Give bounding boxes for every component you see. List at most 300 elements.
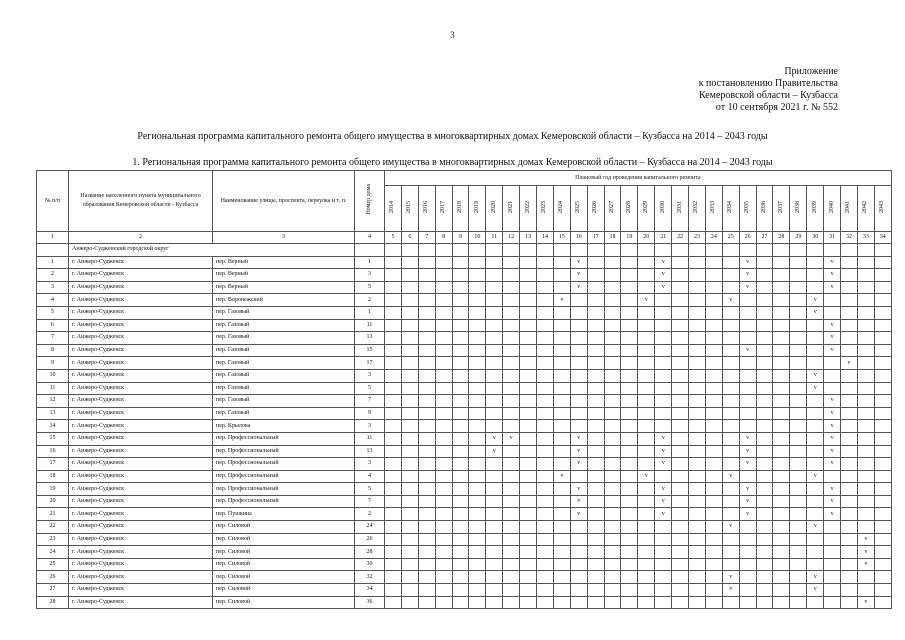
year-cell bbox=[807, 269, 824, 282]
year-cell bbox=[503, 584, 520, 597]
year-cell bbox=[520, 344, 537, 357]
year-cell bbox=[520, 533, 537, 546]
year-cell bbox=[790, 558, 807, 571]
settlement-name: г. Анжеро-Судженск bbox=[69, 432, 213, 445]
year-cell bbox=[503, 483, 520, 496]
year-cell bbox=[621, 256, 638, 269]
year-label: 2025 bbox=[575, 200, 582, 213]
year-cell bbox=[773, 495, 790, 508]
year-cell bbox=[401, 395, 418, 408]
year-cell bbox=[807, 470, 824, 483]
year-cell bbox=[807, 369, 824, 382]
year-cell bbox=[841, 407, 858, 420]
table-row bbox=[37, 483, 892, 496]
year-cell bbox=[486, 395, 503, 408]
year-cell bbox=[537, 546, 554, 559]
column-number: 20 bbox=[638, 232, 655, 244]
year-cell bbox=[587, 533, 604, 546]
year-cell bbox=[570, 596, 587, 609]
year-cell bbox=[520, 432, 537, 445]
year-cell bbox=[503, 306, 520, 319]
year-cell bbox=[503, 495, 520, 508]
year-cell bbox=[824, 407, 841, 420]
year-header bbox=[570, 186, 587, 232]
year-header bbox=[857, 186, 874, 232]
year-cell bbox=[722, 382, 739, 395]
year-cell bbox=[655, 319, 672, 332]
header-house-label: Номер дома bbox=[366, 183, 372, 215]
year-cell bbox=[874, 294, 891, 307]
year-cell bbox=[587, 596, 604, 609]
table-row bbox=[37, 596, 892, 609]
year-cell bbox=[469, 319, 486, 332]
house-number: 3 bbox=[355, 458, 385, 471]
column-number: 29 bbox=[790, 232, 807, 244]
year-cell bbox=[418, 344, 435, 357]
year-cell bbox=[722, 521, 739, 534]
year-cell bbox=[537, 508, 554, 521]
year-cell bbox=[756, 546, 773, 559]
year-cell bbox=[469, 546, 486, 559]
row-number: 6 bbox=[37, 319, 69, 332]
year-cell bbox=[537, 319, 554, 332]
year-cell bbox=[638, 432, 655, 445]
year-cell bbox=[520, 596, 537, 609]
street-name: пер. Газовый bbox=[213, 407, 355, 420]
year-cell bbox=[553, 508, 570, 521]
year-label: 2016 bbox=[423, 200, 430, 213]
year-cell bbox=[486, 407, 503, 420]
year-cell bbox=[418, 533, 435, 546]
year-cell bbox=[756, 306, 773, 319]
year-cell bbox=[773, 533, 790, 546]
column-number: 32 bbox=[841, 232, 858, 244]
year-cell bbox=[790, 319, 807, 332]
year-cell bbox=[570, 483, 587, 496]
planned-mark: v bbox=[813, 523, 817, 530]
house-number: 13 bbox=[355, 445, 385, 458]
planned-mark: v bbox=[864, 561, 868, 568]
year-cell bbox=[469, 395, 486, 408]
year-cell bbox=[553, 533, 570, 546]
year-cell bbox=[621, 558, 638, 571]
house-number: 5 bbox=[355, 483, 385, 496]
year-cell bbox=[841, 395, 858, 408]
year-label: 2014 bbox=[389, 200, 396, 213]
year-cell bbox=[486, 432, 503, 445]
year-label: 2030 bbox=[659, 200, 666, 213]
year-cell bbox=[756, 369, 773, 382]
year-cell bbox=[841, 495, 858, 508]
year-cell bbox=[841, 470, 858, 483]
table-row bbox=[37, 546, 892, 559]
year-cell bbox=[520, 571, 537, 584]
year-cell bbox=[553, 332, 570, 345]
year-cell bbox=[418, 558, 435, 571]
year-cell bbox=[587, 495, 604, 508]
year-cell bbox=[638, 420, 655, 433]
year-cell bbox=[553, 357, 570, 370]
settlement-name: г. Анжеро-Судженск bbox=[69, 382, 213, 395]
year-cell bbox=[739, 533, 756, 546]
year-cell bbox=[689, 508, 706, 521]
year-cell bbox=[469, 407, 486, 420]
year-cell bbox=[604, 269, 621, 282]
year-cell bbox=[570, 244, 587, 257]
year-cell bbox=[790, 420, 807, 433]
year-cell bbox=[537, 470, 554, 483]
year-cell bbox=[587, 269, 604, 282]
row-number: 25 bbox=[37, 558, 69, 571]
year-cell bbox=[739, 458, 756, 471]
year-cell bbox=[503, 395, 520, 408]
year-cell bbox=[773, 357, 790, 370]
year-cell bbox=[587, 319, 604, 332]
year-cell bbox=[435, 344, 452, 357]
row-number: 24 bbox=[37, 546, 69, 559]
planned-mark: v bbox=[729, 586, 733, 593]
row-number: 9 bbox=[37, 357, 69, 370]
year-cell bbox=[537, 369, 554, 382]
year-cell bbox=[553, 546, 570, 559]
year-cell bbox=[874, 546, 891, 559]
year-cell bbox=[537, 533, 554, 546]
year-cell bbox=[722, 495, 739, 508]
planned-mark: v bbox=[661, 271, 665, 278]
year-cell bbox=[638, 546, 655, 559]
year-cell bbox=[385, 382, 402, 395]
year-cell bbox=[756, 558, 773, 571]
year-cell bbox=[874, 508, 891, 521]
year-cell bbox=[452, 445, 469, 458]
year-cell bbox=[824, 533, 841, 546]
planned-mark: v bbox=[830, 410, 834, 417]
year-cell bbox=[705, 281, 722, 294]
year-cell bbox=[418, 382, 435, 395]
year-cell bbox=[587, 395, 604, 408]
year-cell bbox=[503, 281, 520, 294]
year-cell bbox=[638, 407, 655, 420]
year-cell bbox=[385, 558, 402, 571]
year-cell bbox=[418, 420, 435, 433]
year-cell bbox=[739, 483, 756, 496]
year-cell bbox=[638, 256, 655, 269]
planned-mark: v bbox=[813, 573, 817, 580]
year-cell bbox=[790, 269, 807, 282]
year-cell bbox=[587, 369, 604, 382]
year-cell bbox=[435, 558, 452, 571]
year-cell bbox=[841, 281, 858, 294]
year-cell bbox=[722, 319, 739, 332]
year-cell bbox=[655, 269, 672, 282]
year-cell bbox=[857, 483, 874, 496]
year-cell bbox=[520, 281, 537, 294]
year-cell bbox=[570, 571, 587, 584]
planned-mark: v bbox=[830, 460, 834, 467]
planned-mark: v bbox=[661, 460, 665, 467]
year-cell bbox=[689, 571, 706, 584]
year-cell bbox=[469, 420, 486, 433]
year-cell bbox=[520, 558, 537, 571]
year-cell bbox=[401, 294, 418, 307]
planned-mark: v bbox=[830, 447, 834, 454]
year-cell bbox=[452, 495, 469, 508]
row-number: 13 bbox=[37, 407, 69, 420]
planned-mark: v bbox=[813, 309, 817, 316]
year-cell bbox=[486, 558, 503, 571]
appendix-block bbox=[699, 66, 838, 114]
year-cell bbox=[722, 269, 739, 282]
year-cell bbox=[722, 470, 739, 483]
settlement-name: г. Анжеро-Судженск bbox=[69, 395, 213, 408]
year-label: 2027 bbox=[609, 200, 616, 213]
year-cell bbox=[672, 306, 689, 319]
year-cell bbox=[807, 244, 824, 257]
year-cell bbox=[874, 256, 891, 269]
year-cell bbox=[722, 294, 739, 307]
year-cell bbox=[486, 306, 503, 319]
year-cell bbox=[638, 445, 655, 458]
year-cell bbox=[824, 495, 841, 508]
year-cell bbox=[486, 546, 503, 559]
column-number: 22 bbox=[672, 232, 689, 244]
year-cell bbox=[824, 521, 841, 534]
year-cell bbox=[570, 395, 587, 408]
year-cell bbox=[841, 357, 858, 370]
year-cell bbox=[756, 495, 773, 508]
planned-mark: v bbox=[729, 472, 733, 479]
year-cell bbox=[739, 319, 756, 332]
year-cell bbox=[773, 521, 790, 534]
year-cell bbox=[874, 332, 891, 345]
year-cell bbox=[621, 571, 638, 584]
year-cell bbox=[705, 584, 722, 597]
year-cell bbox=[739, 558, 756, 571]
column-number: 7 bbox=[418, 232, 435, 244]
settlement-name: г. Анжеро-Судженск bbox=[69, 584, 213, 597]
year-cell bbox=[486, 357, 503, 370]
year-cell bbox=[807, 357, 824, 370]
year-cell bbox=[621, 432, 638, 445]
year-cell bbox=[401, 558, 418, 571]
planned-mark: v bbox=[661, 485, 665, 492]
year-cell bbox=[520, 369, 537, 382]
year-cell bbox=[486, 269, 503, 282]
year-cell bbox=[773, 319, 790, 332]
year-cell bbox=[452, 332, 469, 345]
table-row bbox=[37, 319, 892, 332]
year-cell bbox=[469, 558, 486, 571]
planned-mark: v bbox=[864, 548, 868, 555]
year-cell bbox=[773, 420, 790, 433]
year-cell bbox=[689, 558, 706, 571]
year-cell bbox=[604, 432, 621, 445]
year-cell bbox=[773, 407, 790, 420]
year-cell bbox=[739, 470, 756, 483]
year-cell bbox=[587, 382, 604, 395]
year-cell bbox=[604, 533, 621, 546]
year-cell bbox=[385, 256, 402, 269]
street-name: пер. Газовый bbox=[213, 319, 355, 332]
year-cell bbox=[672, 546, 689, 559]
planned-mark: v bbox=[830, 347, 834, 354]
year-cell bbox=[469, 432, 486, 445]
year-cell bbox=[638, 357, 655, 370]
year-cell bbox=[857, 344, 874, 357]
year-cell bbox=[435, 584, 452, 597]
year-cell bbox=[587, 458, 604, 471]
year-cell bbox=[503, 382, 520, 395]
year-cell bbox=[655, 483, 672, 496]
year-cell bbox=[705, 294, 722, 307]
house-number: 15 bbox=[355, 344, 385, 357]
planned-mark: v bbox=[577, 447, 581, 454]
year-cell bbox=[604, 483, 621, 496]
year-label: 2041 bbox=[845, 200, 852, 213]
year-label: 2019 bbox=[473, 200, 480, 213]
year-cell bbox=[604, 332, 621, 345]
settlement-name: г. Анжеро-Судженск bbox=[69, 470, 213, 483]
year-cell bbox=[638, 395, 655, 408]
street-name: пер. Воронежский bbox=[213, 294, 355, 307]
year-cell bbox=[857, 432, 874, 445]
year-cell bbox=[722, 558, 739, 571]
row-number: 12 bbox=[37, 395, 69, 408]
year-cell bbox=[705, 407, 722, 420]
year-cell bbox=[773, 294, 790, 307]
year-cell bbox=[824, 470, 841, 483]
year-cell bbox=[570, 584, 587, 597]
year-cell bbox=[756, 344, 773, 357]
year-cell bbox=[553, 584, 570, 597]
year-cell bbox=[452, 458, 469, 471]
year-cell bbox=[520, 306, 537, 319]
year-cell bbox=[503, 508, 520, 521]
year-cell bbox=[604, 382, 621, 395]
column-number: 8 bbox=[435, 232, 452, 244]
year-cell bbox=[874, 420, 891, 433]
year-cell bbox=[520, 269, 537, 282]
year-cell bbox=[418, 571, 435, 584]
year-cell bbox=[435, 395, 452, 408]
year-cell bbox=[621, 294, 638, 307]
street-name: пер. Газовый bbox=[213, 382, 355, 395]
year-cell bbox=[503, 269, 520, 282]
year-cell bbox=[756, 332, 773, 345]
settlement-name: г. Анжеро-Судженск bbox=[69, 596, 213, 609]
year-cell bbox=[604, 344, 621, 357]
street-name: пер. Газовый bbox=[213, 306, 355, 319]
year-cell bbox=[722, 571, 739, 584]
year-cell bbox=[486, 294, 503, 307]
year-cell bbox=[621, 483, 638, 496]
year-cell bbox=[418, 584, 435, 597]
house-number: 2 bbox=[355, 294, 385, 307]
house-number: 28 bbox=[355, 546, 385, 559]
year-cell bbox=[385, 244, 402, 257]
year-cell bbox=[739, 521, 756, 534]
planned-mark: v bbox=[746, 258, 750, 265]
column-number: 23 bbox=[689, 232, 706, 244]
year-cell bbox=[452, 432, 469, 445]
column-number: 13 bbox=[520, 232, 537, 244]
year-cell bbox=[756, 533, 773, 546]
year-cell bbox=[452, 584, 469, 597]
table-row bbox=[37, 521, 892, 534]
year-cell bbox=[790, 470, 807, 483]
year-cell bbox=[672, 558, 689, 571]
year-cell bbox=[739, 508, 756, 521]
year-cell bbox=[689, 470, 706, 483]
year-cell bbox=[604, 596, 621, 609]
table-row bbox=[37, 458, 892, 471]
settlement-name: г. Анжеро-Судженск bbox=[69, 546, 213, 559]
year-cell bbox=[570, 558, 587, 571]
year-header bbox=[621, 186, 638, 232]
year-header bbox=[756, 186, 773, 232]
year-cell bbox=[655, 558, 672, 571]
row-number: 27 bbox=[37, 584, 69, 597]
column-number: 1 bbox=[37, 232, 69, 244]
planned-mark: v bbox=[830, 258, 834, 265]
year-label: 2022 bbox=[524, 200, 531, 213]
year-cell bbox=[790, 395, 807, 408]
settlement-name: г. Анжеро-Судженск bbox=[69, 269, 213, 282]
year-label: 2043 bbox=[879, 200, 886, 213]
settlement-name: г. Анжеро-Судженск bbox=[69, 306, 213, 319]
year-cell bbox=[807, 508, 824, 521]
year-cell bbox=[857, 596, 874, 609]
year-cell bbox=[874, 369, 891, 382]
year-cell bbox=[841, 533, 858, 546]
year-cell bbox=[469, 483, 486, 496]
year-cell bbox=[418, 546, 435, 559]
year-cell bbox=[655, 533, 672, 546]
year-cell bbox=[857, 256, 874, 269]
year-cell bbox=[874, 407, 891, 420]
year-cell bbox=[418, 596, 435, 609]
year-cell bbox=[739, 357, 756, 370]
year-cell bbox=[773, 244, 790, 257]
year-cell bbox=[537, 344, 554, 357]
year-cell bbox=[621, 357, 638, 370]
row-number: 18 bbox=[37, 470, 69, 483]
year-cell bbox=[672, 369, 689, 382]
year-cell bbox=[553, 294, 570, 307]
year-header bbox=[773, 186, 790, 232]
year-cell bbox=[874, 344, 891, 357]
year-cell bbox=[739, 294, 756, 307]
year-cell bbox=[756, 596, 773, 609]
year-cell bbox=[638, 495, 655, 508]
year-cell bbox=[452, 369, 469, 382]
planned-mark: v bbox=[746, 510, 750, 517]
street-name: пер. Газовый bbox=[213, 332, 355, 345]
year-cell bbox=[841, 508, 858, 521]
year-cell bbox=[385, 332, 402, 345]
year-cell bbox=[435, 458, 452, 471]
year-cell bbox=[689, 546, 706, 559]
year-cell bbox=[841, 344, 858, 357]
table-row bbox=[37, 256, 892, 269]
year-cell bbox=[435, 382, 452, 395]
column-number: 12 bbox=[503, 232, 520, 244]
year-cell bbox=[452, 306, 469, 319]
year-cell bbox=[486, 458, 503, 471]
year-cell bbox=[418, 470, 435, 483]
year-cell bbox=[553, 458, 570, 471]
year-cell bbox=[874, 483, 891, 496]
